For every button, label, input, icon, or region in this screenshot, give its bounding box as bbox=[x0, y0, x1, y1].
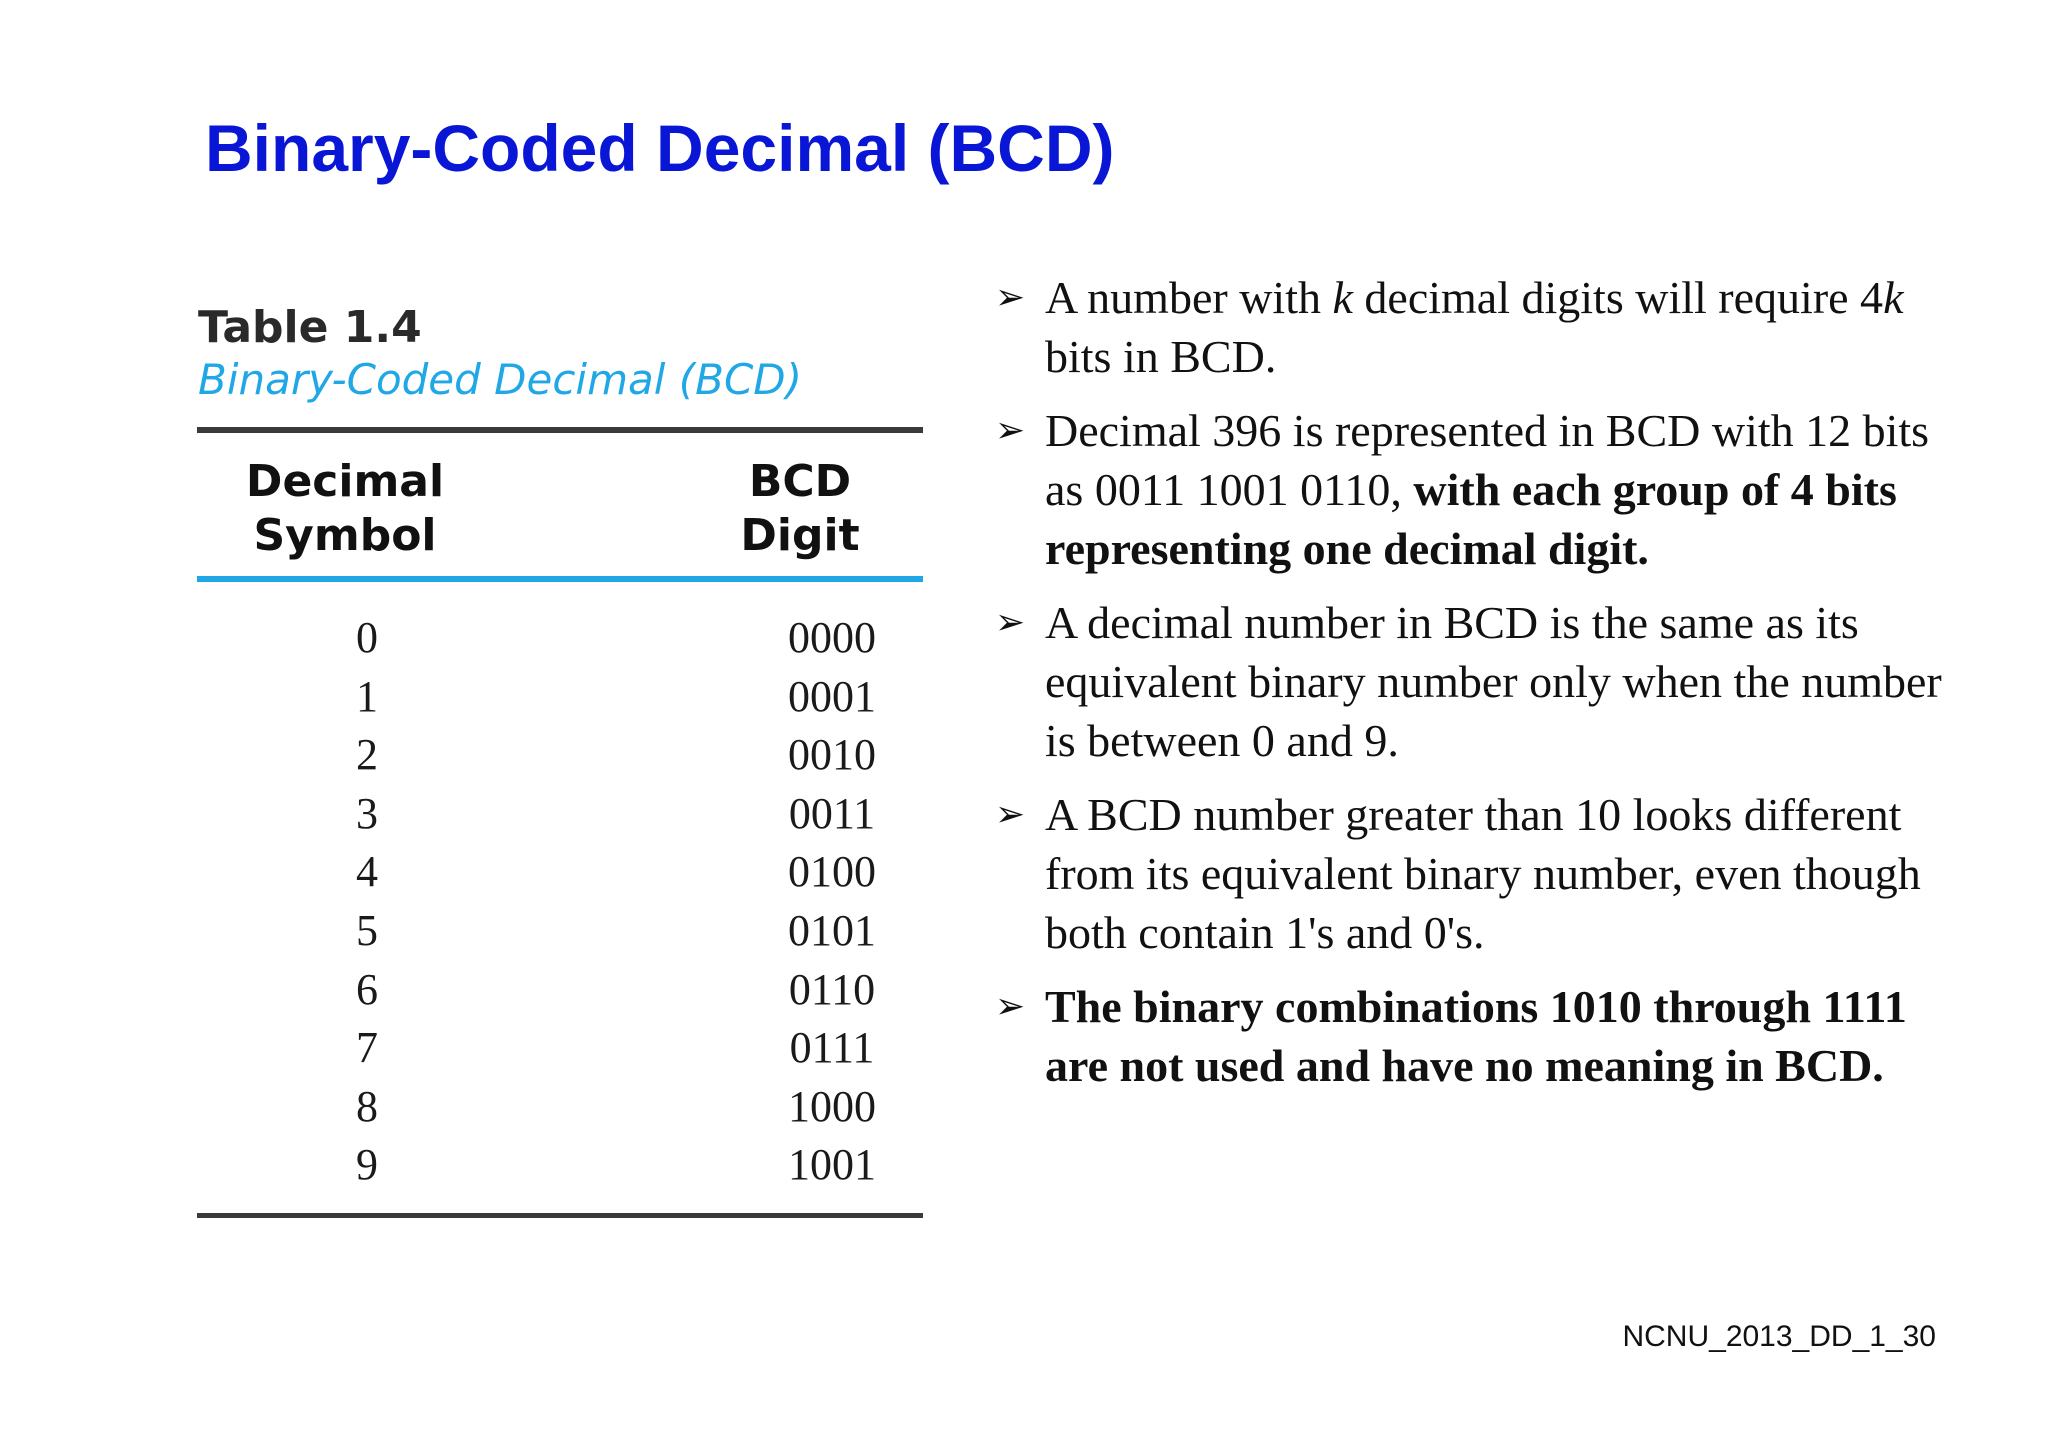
decimal-cell: 5 bbox=[356, 905, 378, 955]
bullet-item bbox=[995, 977, 1955, 1095]
bullet-text-run: with each group of 4 bits representing one decimal digit. bbox=[1045, 464, 1897, 574]
bcd-cell: 0000 bbox=[788, 613, 876, 662]
decimal-cell: 0 bbox=[356, 613, 378, 662]
table-row bbox=[197, 1020, 923, 1079]
header-line: Digit bbox=[740, 510, 860, 561]
table-row bbox=[197, 1137, 923, 1196]
header-line: Decimal bbox=[245, 456, 445, 507]
table-row bbox=[197, 727, 923, 786]
decimal-cell: 7 bbox=[356, 1023, 378, 1073]
bullet-text-run: k bbox=[1883, 272, 1904, 323]
decimal-cell: 6 bbox=[356, 964, 378, 1014]
arrowhead-bullet-icon: ➢ bbox=[995, 410, 1026, 451]
decimal-cell: 3 bbox=[356, 788, 378, 838]
bullet-text-run: A decimal number in BCD is the same as its equivalent binary number only when the number is between 0 and 9. bbox=[1045, 597, 1942, 766]
bullet-item bbox=[995, 785, 1955, 962]
bcd-cell: 1000 bbox=[788, 1081, 876, 1131]
decimal-cell: 2 bbox=[356, 730, 378, 780]
bullet-item bbox=[995, 593, 1955, 770]
header-line: BCD bbox=[748, 456, 852, 507]
arrowhead-bullet-icon: ➢ bbox=[995, 602, 1026, 643]
table-row bbox=[197, 844, 923, 903]
bullet-text-run: bits in BCD. bbox=[1045, 331, 1277, 382]
bcd-cell: 0111 bbox=[789, 1023, 875, 1073]
table-header-rule bbox=[197, 576, 923, 582]
bcd-cell: 0001 bbox=[788, 671, 876, 721]
slide-footer-id: NCNU_2013_DD_1_30 bbox=[1622, 1320, 1936, 1353]
column-header-decimal-symbol bbox=[210, 455, 480, 563]
table-row bbox=[197, 669, 923, 728]
bcd-cell: 0110 bbox=[788, 964, 876, 1014]
decimal-cell: 4 bbox=[356, 847, 378, 897]
table-bottom-rule bbox=[197, 1213, 923, 1218]
table-row bbox=[197, 786, 923, 845]
bcd-cell: 1001 bbox=[788, 1140, 876, 1190]
table-row bbox=[197, 903, 923, 962]
bullet-list bbox=[995, 268, 1955, 1110]
table-number: Table 1.4 bbox=[198, 302, 422, 353]
table-top-rule bbox=[197, 427, 923, 433]
decimal-cell: 8 bbox=[356, 1081, 378, 1131]
bullet-text-run: k bbox=[1332, 272, 1353, 323]
bcd-table-body bbox=[197, 610, 923, 1196]
table-name: Binary-Coded Decimal (BCD) bbox=[198, 355, 803, 404]
decimal-cell: 1 bbox=[356, 671, 378, 721]
column-header-bcd-digit bbox=[680, 455, 920, 563]
bullet-text-run: Decimal 396 is represented in BCD with 12 bits as 0011 1001 0110, bbox=[1045, 405, 1930, 515]
arrowhead-bullet-icon: ➢ bbox=[995, 277, 1026, 318]
bullet-text-run: A BCD number greater than 10 looks different from its equivalent binary number, even though both contain 1's and 0's. bbox=[1045, 789, 1921, 958]
bcd-cell: 0010 bbox=[788, 730, 876, 780]
table-row bbox=[197, 962, 923, 1021]
bullet-text-run: The binary combinations 1010 through 1111 are not used and have no meaning in BCD. bbox=[1045, 981, 1907, 1091]
bullet-text-run: decimal digits will require 4 bbox=[1352, 272, 1884, 323]
bcd-cell: 0100 bbox=[788, 847, 876, 897]
bullet-item bbox=[995, 268, 1955, 386]
table-caption bbox=[198, 302, 802, 406]
bullet-item bbox=[995, 401, 1955, 578]
bcd-cell: 0101 bbox=[788, 905, 876, 955]
header-line: Symbol bbox=[253, 510, 437, 561]
table-row bbox=[197, 1079, 923, 1138]
table-row bbox=[197, 610, 923, 669]
decimal-cell: 9 bbox=[356, 1140, 378, 1190]
arrowhead-bullet-icon: ➢ bbox=[995, 986, 1026, 1027]
bcd-cell: 0011 bbox=[788, 788, 876, 838]
slide-title: Binary-Coded Decimal (BCD) bbox=[205, 111, 1115, 185]
arrowhead-bullet-icon: ➢ bbox=[995, 794, 1026, 835]
bullet-text-run: A number with bbox=[1045, 272, 1333, 323]
